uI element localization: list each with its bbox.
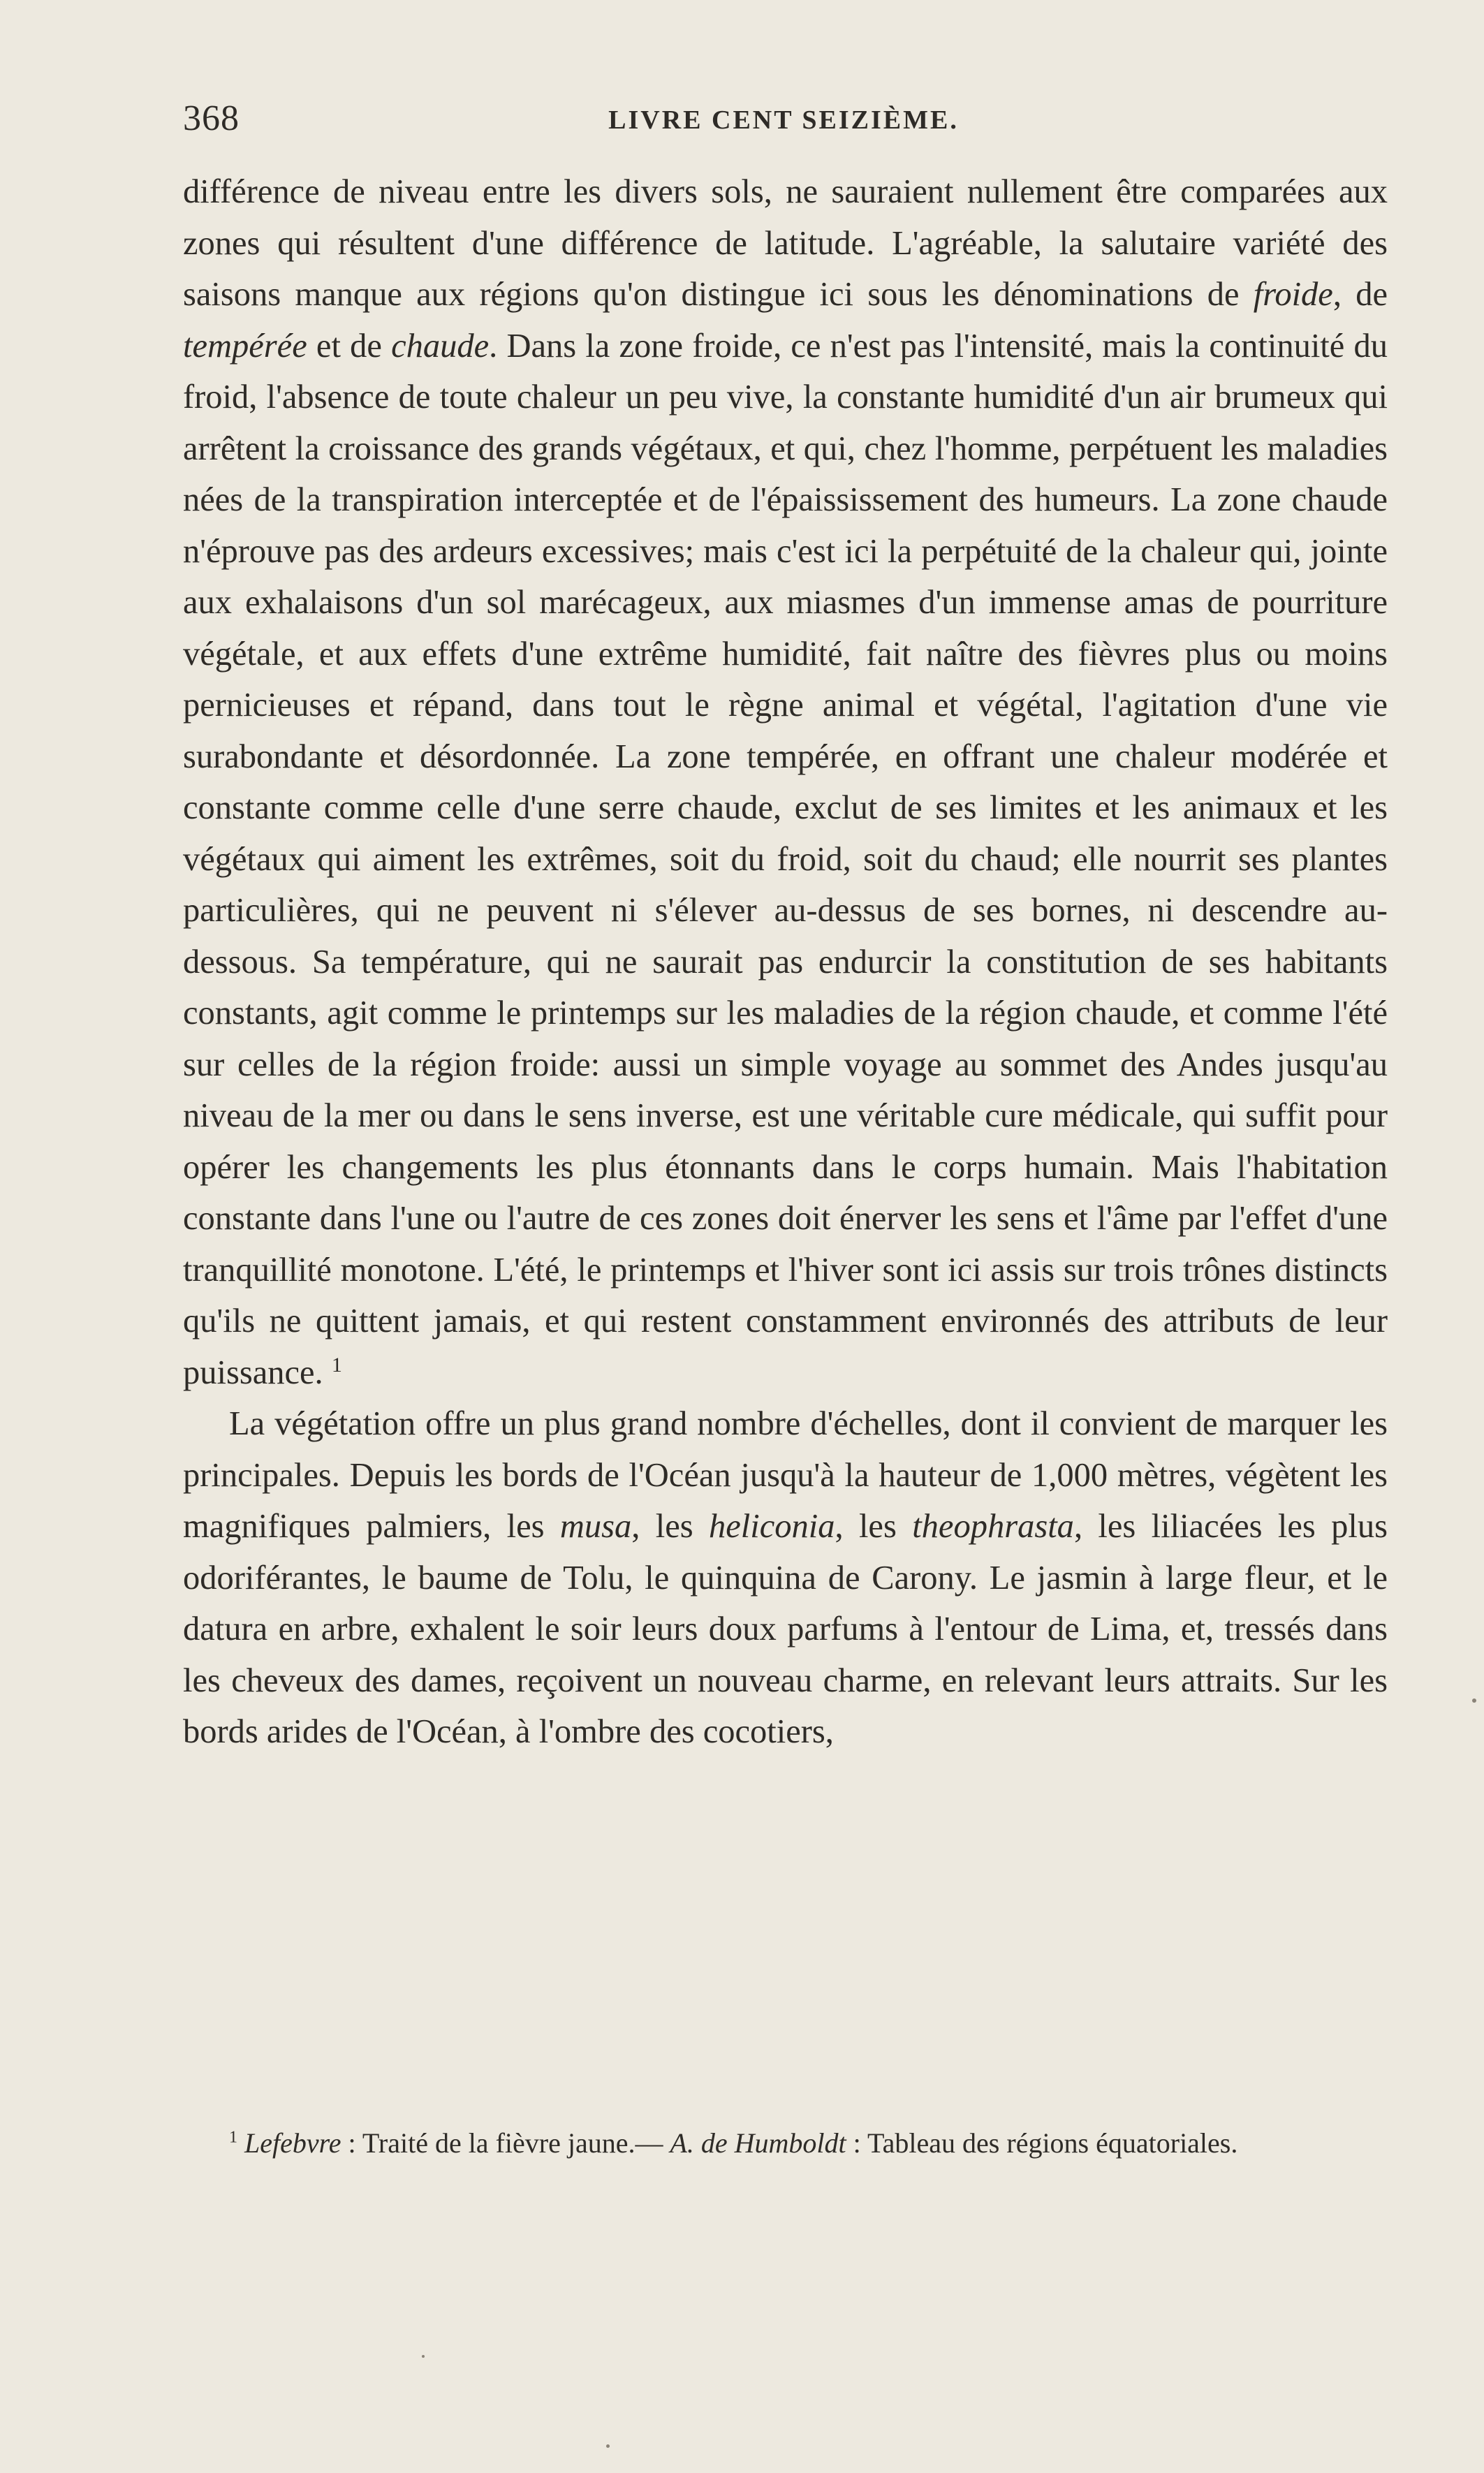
footnote-author-2: A. de Humboldt [670,2127,846,2159]
p2-term-theophrasta: theophrasta [912,1508,1074,1545]
p2-text-c: , les [835,1508,913,1545]
page-header [183,98,1384,154]
footnote-text-1: : Traité de la fièvre jaune.— [341,2127,670,2159]
footnote-author-1: Lefebvre [244,2127,341,2159]
p2-text-b: , les [631,1508,709,1545]
p1-term-temperee: tempérée [183,327,307,365]
p1-text-a: différence de niveau entre les divers sols, ne sauraient nullement être comparées aux zones qui résultent d'une différence de latitude. L'agréable, la salutaire variété des saisons manque aux régions qu'on distingue ici sous les dénominations de [183,173,1388,313]
paper-speck [422,2355,425,2358]
paper-speck [606,2444,610,2448]
running-head: LIVRE CENT SEIZIÈME. [608,105,959,135]
paper-speck [1472,1698,1476,1703]
footnote-text-2: : Tableau des régions équatoriales. [846,2127,1238,2159]
paragraph-2 [183,1398,1388,1758]
p1-text-c: et de [307,327,392,365]
p1-term-froide: froide [1253,276,1333,313]
footnote [183,2123,1388,2164]
p1-text-d: . Dans la zone froide, ce n'est pas l'intensité, mais la continuité du froid, l'absence de toute chaleur un peu vive, la constante humidité d'un air brumeux qui arrêtent la croissance des grands végétaux, et qui, chez l'homme, perpétuent les maladies nées de la transpiration interceptée et de l'épaississement des humeurs. La zone chaude n'éprouve pas des ardeurs excessives; mais c'est ici la perpétuité de la chaleur qui, jointe aux exhalaisons d'un sol marécageux, aux miasmes d'un immense amas de pourriture végétale, et aux effets d'une extrême humidité, fait naître des fièvres plus ou moins pernicieuses et répand, dans tout le règne animal et végétal, l'agitation d'une vie surabondante et désordonnée. La zone tempérée, en offrant une chaleur modérée et constante comme celle d'une serre chaude, exclut de ses limites et les animaux et les végétaux qui aiment les extrêmes, soit du froid, soit du chaud; elle nourrit ses plantes particulières, qui ne peuvent ni s'élever au-dessus de ses bornes, ni descendre au-dessous. Sa température, qui ne saurait pas endurcir la constitution de ses habitants constants, agit comme le printemps sur les maladies de la région chaude, et comme l'été sur celles de la région froide: aussi un simple voyage au sommet des Andes jusqu'au niveau de la mer ou dans le sens inverse, est une véritable cure médicale, qui suffit pour opérer les changements les plus étonnants dans le corps humain. Mais l'habitation constante dans l'une ou l'autre de ces zones doit énerver les sens et l'âme par l'effet d'une tranquillité monotone. L'été, le printemps et l'hiver sont ici assis sur trois trônes distincts qu'ils ne quittent jamais, et qui restent constamment environnés des attributs de leur puissance. [183,327,1388,1391]
p1-text-b: , de [1332,276,1388,313]
footnote-reference[interactable]: 1 [331,1353,342,1377]
body-text [183,166,1388,1758]
p2-term-heliconia: heliconia [708,1508,835,1545]
footnote-mark: 1 [229,2128,237,2147]
p2-term-musa: musa [559,1508,632,1545]
p2-text-d: , les liliacées les plus odoriférantes, le baume de Tolu, le quinquina de Carony. Le jasmin à large fleur, et le datura en arbre, exhalent le soir leurs doux parfums à l'entour de Lima, et, tressés dans les cheveux des dames, reçoivent un nouveau charme, en relevant leurs attraits. Sur les bords arides de l'Océan, à l'ombre des cocotiers, [183,1508,1388,1750]
paragraph-1 [183,166,1388,1398]
page-number: 368 [183,98,240,138]
p2-text-a: La végétation offre un plus grand nombre d'échelles, dont il convient de marquer les principales. Depuis les bords de l'Océan jusqu'à la hauteur de 1,000 mètres, végètent les magnifiques palmiers, les [183,1405,1388,1545]
p1-term-chaude: chaude [391,327,490,365]
